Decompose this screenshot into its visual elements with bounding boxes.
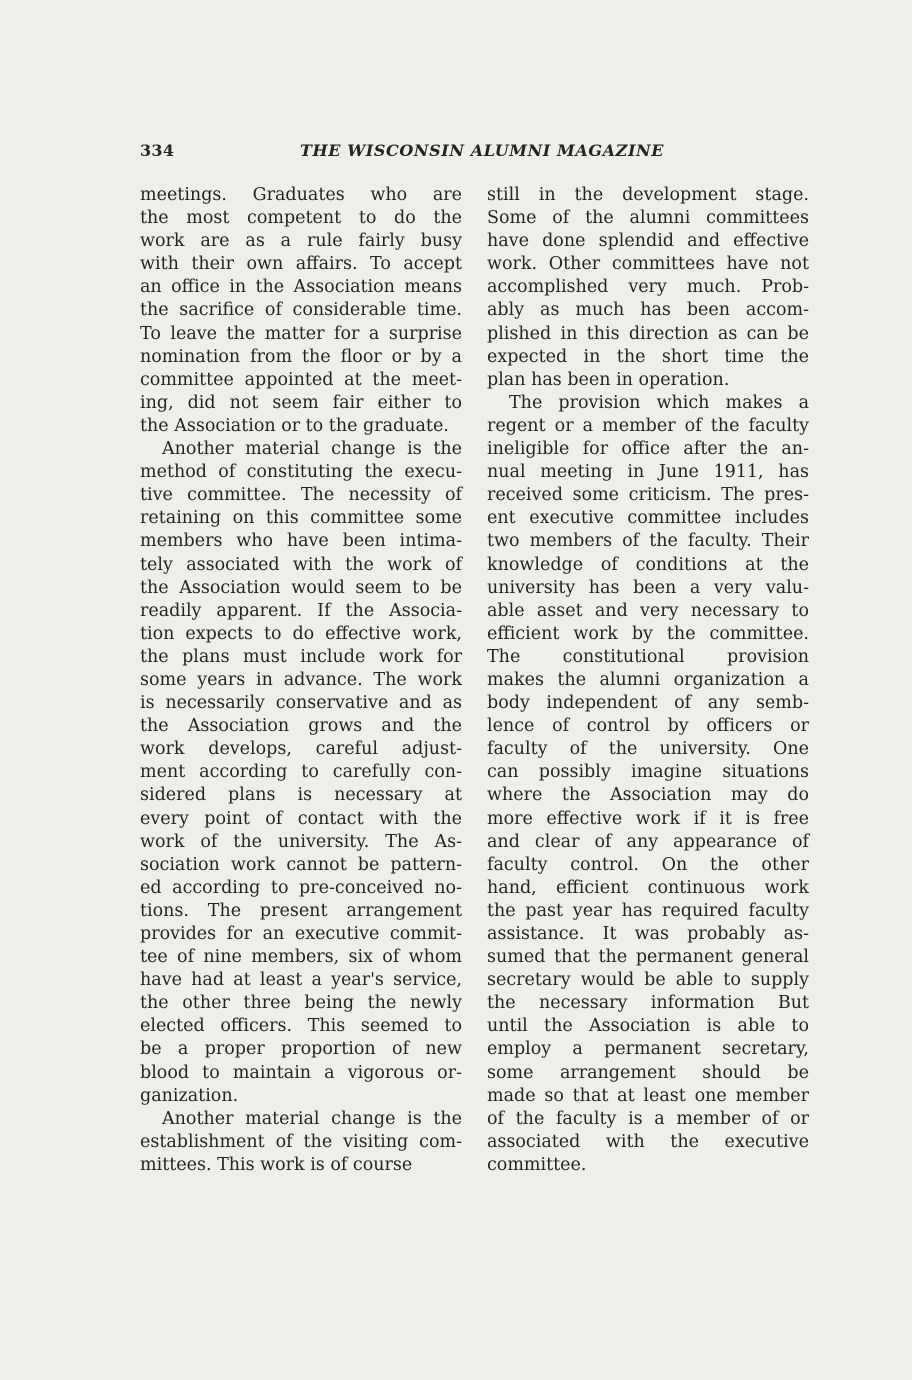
text-line: accomplished very much. Prob- xyxy=(487,277,809,298)
text-line: every point of contact with the xyxy=(140,808,462,829)
text-line: the other three being the newly xyxy=(140,993,462,1014)
text-line: sumed that the permanent general xyxy=(487,947,809,968)
text-line: plan has been in operation. xyxy=(487,369,730,390)
text-line: Another material change is the xyxy=(162,439,462,460)
running-title: THE WISCONSIN ALUMNI MAGAZINE xyxy=(300,141,665,160)
text-line: method of constituting the execu- xyxy=(140,462,462,483)
text-line: readily apparent. If the Associa- xyxy=(140,600,462,621)
text-line: secretary would be able to supply xyxy=(487,970,809,991)
text-line: work develops, careful adjust- xyxy=(140,739,462,760)
text-line: efficient work by the committee. xyxy=(487,623,809,644)
text-line: committee. xyxy=(487,1154,587,1175)
text-line: The provision which makes a xyxy=(509,392,809,413)
text-line: the Association would seem to be xyxy=(140,577,462,598)
text-line: To leave the matter for a surprise xyxy=(140,323,462,344)
text-line: provides for an executive commit- xyxy=(140,924,462,944)
text-line: ed according to pre-conceived no- xyxy=(140,877,462,898)
text-line: can possibly imagine situations xyxy=(487,762,809,783)
text-line: university has been a very valu- xyxy=(487,577,809,598)
text-line: the most competent to do the xyxy=(140,208,462,229)
text-line: the plans must include work for xyxy=(140,646,462,667)
text-line: establishment of the visiting com- xyxy=(140,1131,462,1152)
text-line: ganization. xyxy=(140,1085,239,1106)
text-line: be a proper proportion of new xyxy=(140,1039,462,1060)
text-line: where the Association may do xyxy=(487,785,809,806)
text-line: assistance. It was probably as- xyxy=(487,924,809,944)
text-line: makes the alumni organization a xyxy=(487,669,809,690)
text-line: more effective work if it is free xyxy=(487,808,809,829)
text-line: body independent of any semb- xyxy=(487,693,809,714)
text-line: sidered plans is necessary at xyxy=(140,785,462,806)
text-line: associated with the executive xyxy=(487,1131,809,1152)
paragraph xyxy=(140,1108,462,1177)
text-line: still in the development stage. xyxy=(487,185,809,205)
text-line: some years in advance. The work xyxy=(140,669,462,690)
text-line: regent or a member of the faculty xyxy=(487,415,809,436)
text-line: an office in the Association means xyxy=(140,277,462,298)
text-line: the past year has required faculty xyxy=(487,900,809,921)
text-line: faculty of the university. One xyxy=(487,739,809,760)
text-line: tive committee. The necessity of xyxy=(140,485,462,506)
page-number: 334 xyxy=(140,141,175,160)
text-line: faculty control. On the other xyxy=(487,854,809,875)
text-line: lence of control by officers or xyxy=(487,716,809,737)
text-line: work are as a rule fairly busy xyxy=(140,231,462,252)
text-line: have done splendid and effective xyxy=(487,231,809,252)
left-column xyxy=(140,184,462,1177)
text-line: committee appointed at the meet- xyxy=(140,369,462,390)
text-line: the sacrifice of considerable time. xyxy=(140,300,462,321)
right-column xyxy=(487,184,809,1177)
paragraph xyxy=(140,438,462,1108)
text-line: work. Other committees have not xyxy=(487,254,809,275)
text-line: the Association or to the graduate. xyxy=(140,415,449,436)
text-line: mittees. This work is of course xyxy=(140,1154,413,1175)
text-line: ment according to carefully con- xyxy=(140,762,462,783)
text-line: tion expects to do effective work, xyxy=(140,623,462,644)
text-line: Some of the alumni committees xyxy=(487,208,809,229)
text-line: blood to maintain a vigorous or- xyxy=(140,1062,462,1083)
text-line: and clear of any appearance of xyxy=(487,831,809,852)
text-line: ably as much has been accom- xyxy=(487,300,809,321)
text-line: the necessary information But xyxy=(487,993,809,1014)
text-line: made so that at least one member xyxy=(487,1085,809,1106)
text-line: elected officers. This seemed to xyxy=(140,1016,462,1037)
paragraph xyxy=(487,184,809,392)
paragraph xyxy=(487,392,809,1177)
text-line: expected in the short time the xyxy=(487,346,809,367)
text-line: until the Association is able to xyxy=(487,1016,809,1037)
text-line: knowledge of conditions at the xyxy=(487,554,809,575)
text-line: nomination from the floor or by a xyxy=(140,346,462,367)
text-line: with their own affairs. To accept xyxy=(140,254,462,275)
text-line: ent executive committee includes xyxy=(487,508,809,529)
text-line: tions. The present arrangement xyxy=(140,900,462,921)
text-line: received some criticism. The pres- xyxy=(487,485,809,506)
paragraph xyxy=(140,184,462,438)
text-line: retaining on this committee some xyxy=(140,508,462,529)
text-line: some arrangement should be xyxy=(487,1062,809,1083)
text-line: of the faculty is a member of or xyxy=(487,1108,809,1129)
text-line: plished in this direction as can be xyxy=(487,323,809,344)
text-line: tely associated with the work of xyxy=(140,554,462,575)
text-line: ing, did not seem fair either to xyxy=(140,392,462,413)
text-line: tee of nine members, six of whom xyxy=(140,947,462,968)
text-line: employ a permanent secretary, xyxy=(487,1039,809,1060)
text-line: The constitutional provision xyxy=(487,646,809,667)
text-line: the Association grows and the xyxy=(140,716,462,737)
text-line: is necessarily conservative and as xyxy=(140,693,462,714)
text-line: ineligible for office after the an- xyxy=(487,439,809,460)
text-line: able asset and very necessary to xyxy=(487,600,809,621)
text-line: have had at least a year's service, xyxy=(140,970,462,991)
text-line: hand, efficient continuous work xyxy=(487,877,809,898)
text-line: members who have been intima- xyxy=(140,531,462,552)
text-line: two members of the faculty. Their xyxy=(487,531,809,552)
text-line: work of the university. The As- xyxy=(140,831,462,852)
text-line: meetings. Graduates who are xyxy=(140,185,462,205)
text-line: nual meeting in June 1911, has xyxy=(487,462,809,483)
text-line: Another material change is the xyxy=(162,1108,462,1129)
text-line: sociation work cannot be pattern- xyxy=(140,854,462,875)
